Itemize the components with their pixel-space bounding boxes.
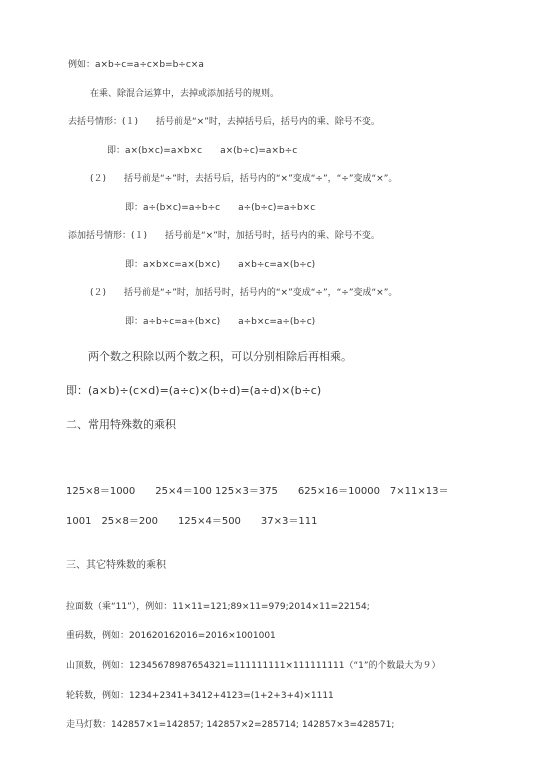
product-division-example: 即：(a×b)÷(c×d)=(a÷c)×(b÷d)=(a÷d)×(b÷c) bbox=[66, 384, 322, 397]
add-parentheses-example-2: 即：a÷b÷c=a÷(b×c) a÷b×c=a÷(b÷c) bbox=[125, 317, 316, 327]
example-text: 例如：a×b÷c=a÷c×b=b÷c×a bbox=[68, 60, 204, 70]
remove-parentheses-case-1: 去括号情形：(１) 括号前是“×”时，去掉括号后，括号内的乘、除号不变。 bbox=[68, 117, 380, 127]
remove-parentheses-case-2: (２) 括号前是“÷”时，去括号后，括号内的“×”变成“÷”，“÷”变成“×”。 bbox=[90, 174, 398, 184]
rule-intro-text: 在乘、除混合运算中，去掉或添加括号的规则。 bbox=[90, 89, 280, 99]
special-products-line-1: 125×8＝1000 25×4＝100 125×3＝375 625×16＝10000 7×11×13＝ bbox=[66, 486, 449, 497]
section-heading-2: 二、常用特殊数的乘积 bbox=[66, 418, 176, 431]
add-parentheses-case-2: (２) 括号前是“÷”时，加括号时，括号内的“×”变成“÷”，“÷”变成“×”。 bbox=[90, 288, 398, 298]
remove-parentheses-example-2: 即：a÷(b×c)=a÷b÷c a÷(b÷c)=a÷b×c bbox=[125, 203, 316, 213]
add-parentheses-example-1: 即：a×b×c=a×(b×c) a×b÷c=a×(b÷c) bbox=[125, 260, 316, 270]
special-products-line-2: 1001 25×8＝200 125×4＝500 37×3＝111 bbox=[66, 516, 318, 527]
rotation-number-text: 轮转数，例如：1234+2341+3412+4123=(1+2+3+4)×1111 bbox=[66, 691, 334, 701]
cyclic-number-text: 走马灯数：142857×1=142857; 142857×2=285714; 142857×3=428571; bbox=[66, 720, 395, 730]
section-heading-3: 三、其它特殊数的乘积 bbox=[66, 560, 166, 571]
noodle-number-text: 拉面数（乘“11”），例如：11×11=121;89×11=979;2014×11=22154; bbox=[66, 602, 370, 612]
add-parentheses-case-1: 添加括号情形：(１) 括号前是“×”时，加括号时，括号内的乘、除号不变。 bbox=[68, 231, 380, 241]
product-division-rule: 两个数之积除以两个数之积，可以分别相除后再相乘。 bbox=[88, 350, 352, 363]
peak-number-text: 山顶数，例如：12345678987654321=111111111×111111111（“1”的个数最大为９） bbox=[66, 661, 441, 671]
repeat-code-number-text: 重码数，例如：201620162016=2016×1001001 bbox=[66, 631, 276, 641]
remove-parentheses-example-1: 即：a×(b×c)=a×b×c a×(b÷c)=a×b÷c bbox=[107, 146, 298, 156]
